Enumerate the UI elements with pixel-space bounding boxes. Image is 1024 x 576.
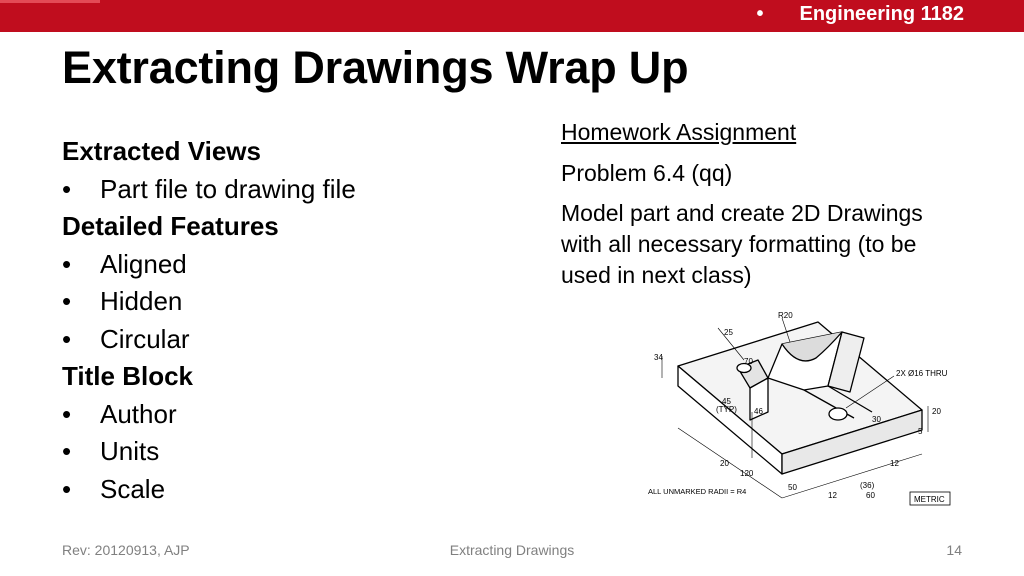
topics-list [62,133,502,508]
list-item-text: Circular [100,323,190,354]
list-item [62,171,502,209]
dim-label: 20 [720,459,729,468]
list-item-text: Hidden [100,286,183,316]
dim-label: 120 [740,469,754,478]
page-number: 14 [946,542,962,558]
list-item [62,246,502,284]
bullet-dot: • [62,436,72,466]
homework-panel [561,116,961,291]
bullet-dot: • [62,323,72,354]
dim-label: 25 [724,328,733,337]
dim-label: 20 [932,407,941,416]
list-item [62,321,502,359]
list-item [62,433,502,471]
list-item [62,471,502,509]
footer-title: Extracting Drawings [449,542,575,558]
section-heading: Extracted Views [62,136,261,166]
part-drawing [632,308,962,518]
slide-title: Extracting Drawings Wrap Up [62,42,689,93]
homework-title: Homework Assignment [561,119,797,145]
dim-label: (36) [860,481,875,490]
radii-note: ALL UNMARKED RADII = R4 [648,487,747,496]
list-item-text: Scale [100,473,166,504]
course-label [756,3,964,26]
bullet-dot: • [62,473,72,504]
bullet-dot: • [62,286,72,316]
course-bullet: • [756,3,764,25]
dim-label: 45 [722,397,731,406]
dim-label: 70 [744,357,753,366]
dim-label: (TYP) [716,405,737,414]
list-item-text: Author [100,398,177,429]
bullet-dot: • [62,248,72,279]
problem-number: Problem 6.4 (qq) [561,160,733,186]
dim-label: R20 [778,311,793,320]
dim-label: 46 [754,407,763,416]
dim-label: 2X Ø16 THRU [896,369,948,378]
dim-label: 5 [918,427,923,436]
section-heading: Title Block [62,361,194,391]
dim-label: 50 [788,483,797,492]
bullet-dot: • [62,398,72,429]
list-item-text: Units [100,436,160,466]
section-heading: Detailed Features [62,211,279,241]
list-item [62,283,502,321]
dim-label: 30 [872,415,881,424]
list-item [62,396,502,434]
list-item-text: Aligned [100,248,187,279]
units-label: METRIC [914,495,945,504]
list-item-text: Part file to drawing file [100,173,356,204]
dim-label: 12 [890,459,899,468]
dim-label: 12 [828,491,837,500]
dim-label: 60 [866,491,875,500]
header-bar [0,0,1024,32]
through-hole [829,408,847,420]
dim-label: 34 [654,353,663,362]
homework-description: Model part and create 2D Drawings with all necessary formatting (to be used in next class) [561,200,923,288]
bullet-dot: • [62,173,72,204]
footer-revision: Rev: 20120913, AJP [62,542,190,558]
header-accent-line [0,0,100,3]
course-name: Engineering 1182 [799,3,964,25]
